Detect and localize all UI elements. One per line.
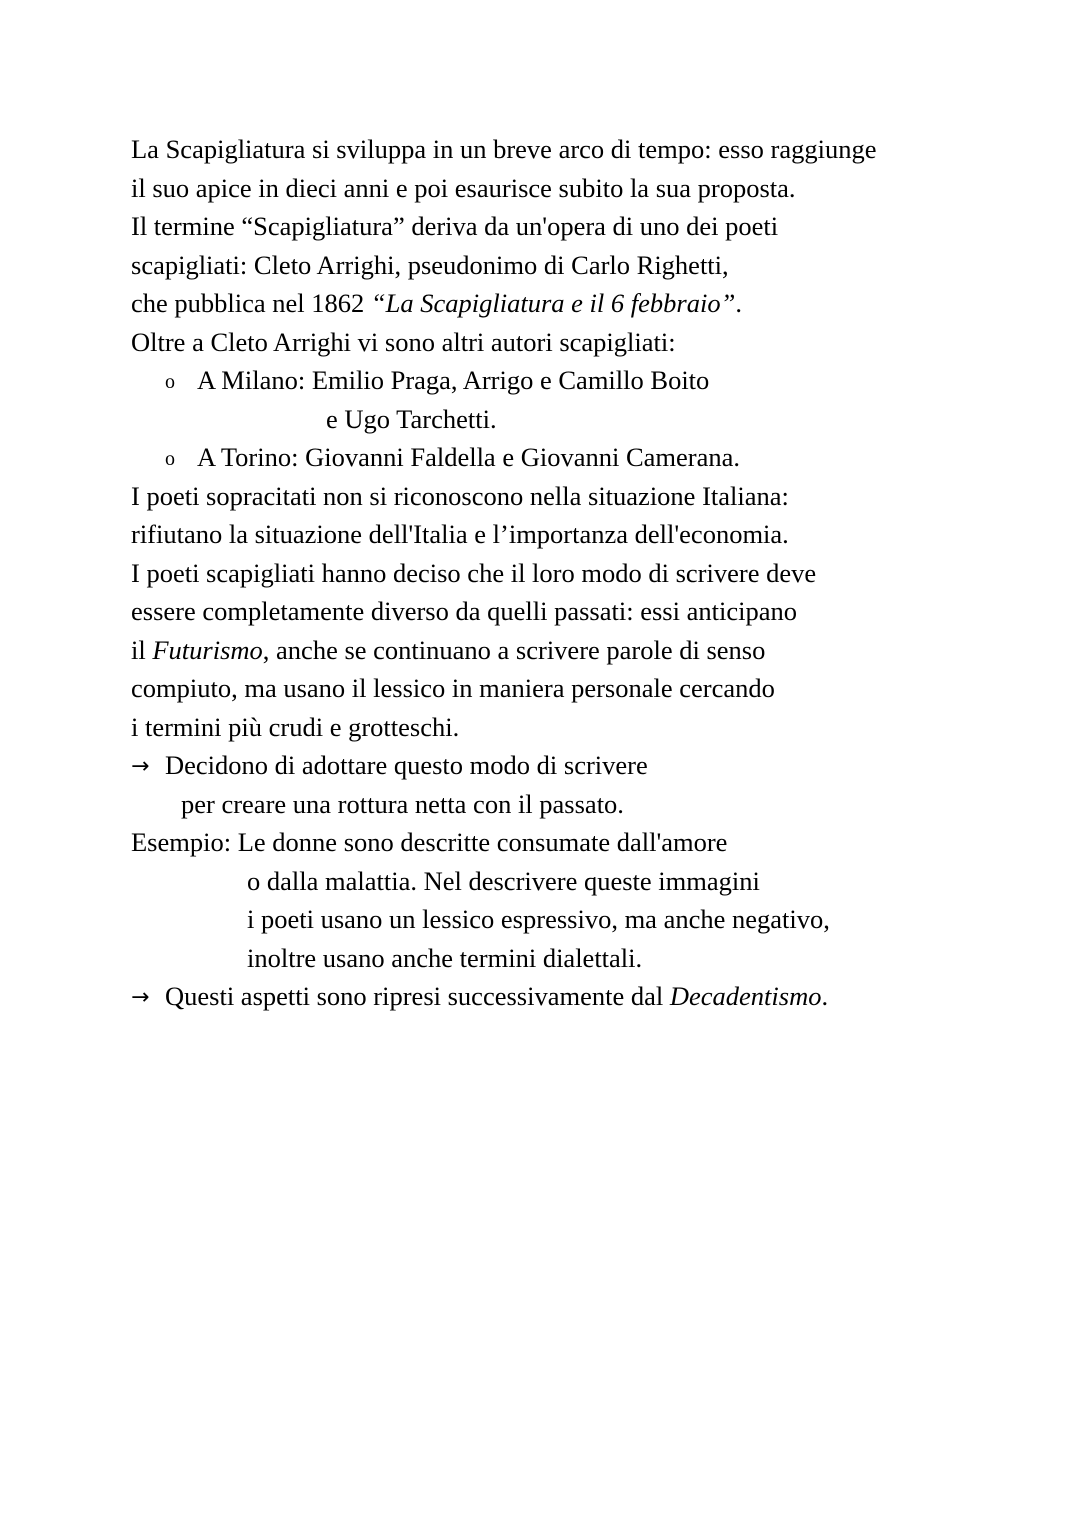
text-line: compiuto, ma usano il lessico in maniera personale cercando xyxy=(131,673,775,703)
text-line: scapigliati: Cleto Arrighi, pseudonimo di Carlo Righetti, xyxy=(131,249,729,280)
decadentismo-prefix: Questi aspetti sono ripresi successivamente dal xyxy=(165,981,670,1011)
bullet-item-milano xyxy=(131,361,1031,400)
document-body xyxy=(131,130,1031,1016)
decadentismo-term: Decadentismo xyxy=(669,981,822,1011)
publication-suffix: . xyxy=(735,288,742,318)
bullet-icon: o xyxy=(165,448,175,470)
futurismo-term: Futurismo xyxy=(152,634,263,665)
example-continuation: inoltre usano anche termini dialettali. xyxy=(247,942,643,973)
futurismo-suffix: , anche se continuano a scrivere parole di senso xyxy=(262,634,766,665)
arrow-item xyxy=(131,746,1031,785)
example-text: Le donne sono descritte consumate dall'amore xyxy=(237,827,728,857)
arrow-item-decadentismo xyxy=(131,977,1031,1016)
example-label: Esempio: xyxy=(131,827,238,857)
publication-title: “La Scapigliatura e il 6 febbraio” xyxy=(370,288,736,318)
decadentismo-suffix: . xyxy=(821,981,829,1011)
arrow-right-icon: → xyxy=(131,985,150,1010)
others-intro: Oltre a Cleto Arrighi vi sono altri autori scapigliati: xyxy=(131,326,676,357)
example-continuation: i poeti usano un lessico espressivo, ma anche negativo, xyxy=(247,904,830,934)
arrow-right-icon: → xyxy=(131,754,150,779)
text-line: il suo apice in dieci anni e poi esaurisce subito la sua proposta. xyxy=(131,172,796,203)
arrow-continuation: per creare una rottura netta con il passato. xyxy=(181,788,624,819)
text-line: rifiutano la situazione dell'Italia e l’importanza dell'economia. xyxy=(131,519,789,549)
example-line xyxy=(131,823,1031,862)
bullet-continuation: e Ugo Tarchetti. xyxy=(326,403,497,434)
futurismo-prefix: il xyxy=(131,634,153,665)
bullet-text: A Torino: Giovanni Faldella e Giovanni Camerana. xyxy=(197,442,740,472)
text-line: I poeti scapigliati hanno deciso che il loro modo di scrivere deve xyxy=(131,557,817,588)
text-line: essere completamente diverso da quelli passati: essi anticipano xyxy=(131,596,797,626)
bullet-icon: o xyxy=(165,371,175,393)
bullet-text: A Milano: Emilio Praga, Arrigo e Camillo Boito xyxy=(197,365,710,395)
text-line: i termini più crudi e grotteschi. xyxy=(131,711,460,742)
bullet-item-torino xyxy=(131,438,1031,477)
text-line: I poeti sopracitati non si riconoscono nella situazione Italiana: xyxy=(131,480,789,511)
arrow-text: Decidono di adottare questo modo di scrivere xyxy=(165,750,648,780)
publication-prefix: che pubblica nel 1862 xyxy=(131,288,371,318)
futurismo-line xyxy=(131,631,1031,670)
publication-line xyxy=(131,284,1031,323)
example-continuation: o dalla malattia. Nel descrivere queste immagini xyxy=(247,865,760,896)
text-line: La Scapigliatura si sviluppa in un breve arco di tempo: esso raggiunge xyxy=(131,134,877,164)
text-line: Il termine “Scapigliatura” deriva da un'opera di uno dei poeti xyxy=(131,211,779,241)
